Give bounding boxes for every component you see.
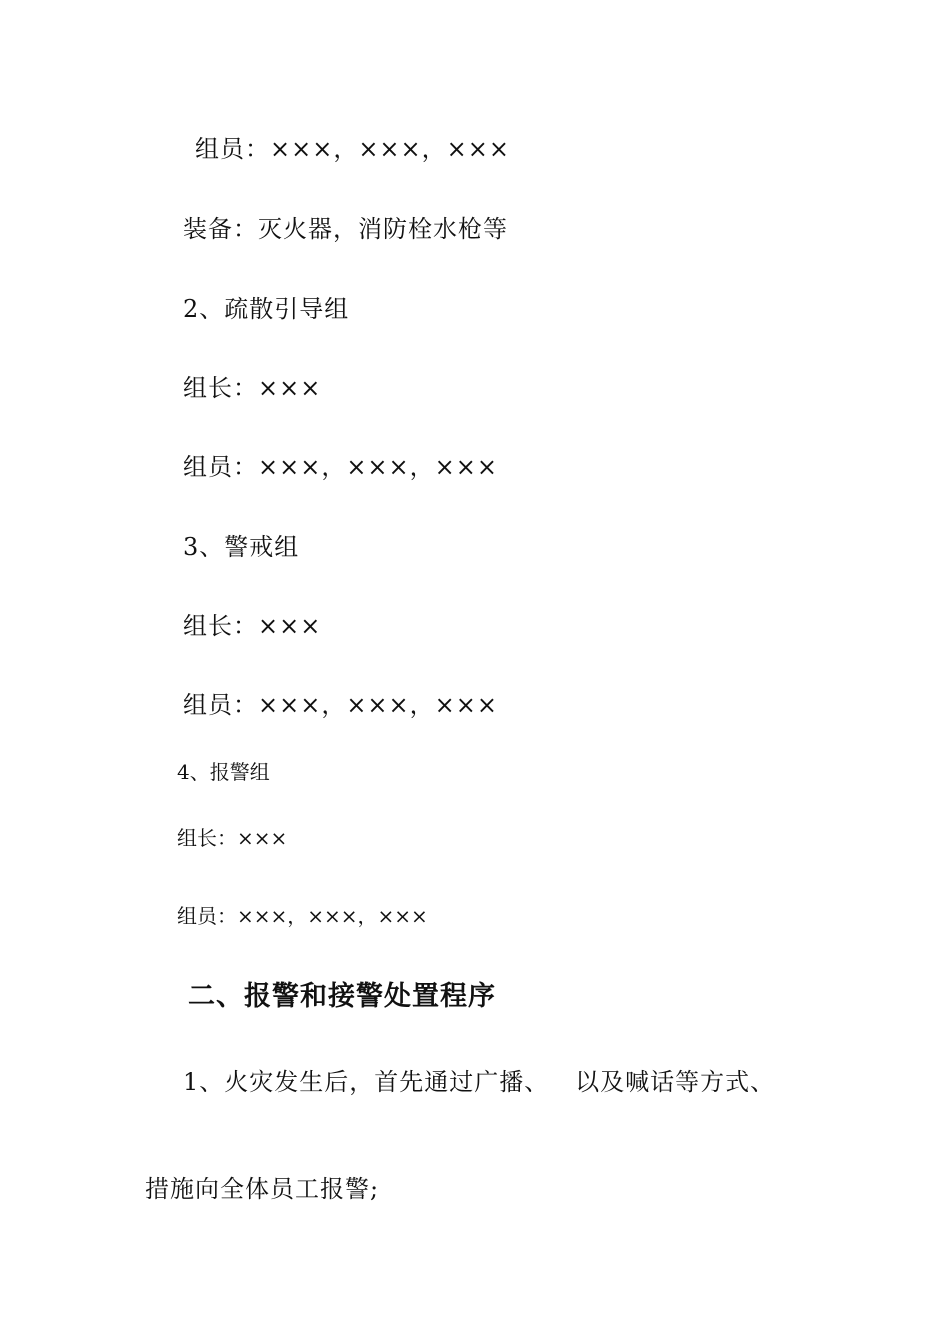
alarm-members-line: 组员：×××，×××，××× <box>177 904 428 928</box>
alarm-group-heading: 4、报警组 <box>177 760 270 784</box>
evacuation-group-heading: 2、疏散引导组 <box>183 295 350 323</box>
section-heading: 二、报警和接警处置程序 <box>188 981 496 1012</box>
paragraph-line-2: 措施向全体员工报警; <box>145 1175 380 1203</box>
team-members-line: 组员：×××，×××，××× <box>195 135 510 163</box>
guard-leader-line: 组长：××× <box>183 612 322 640</box>
equipment-line: 装备：灭火器，消防栓水枪等 <box>183 215 508 243</box>
evacuation-members-line: 组员：×××，×××，××× <box>183 453 498 481</box>
guard-members-line: 组员：×××，×××，××× <box>183 691 498 719</box>
guard-group-heading: 3、警戒组 <box>183 533 300 561</box>
alarm-leader-line: 组长：××× <box>177 826 288 850</box>
paragraph-line-1: 1、火灾发生后，首先通过广播、 以及喊话等方式、 <box>183 1068 776 1096</box>
evacuation-leader-line: 组长：××× <box>183 374 322 402</box>
